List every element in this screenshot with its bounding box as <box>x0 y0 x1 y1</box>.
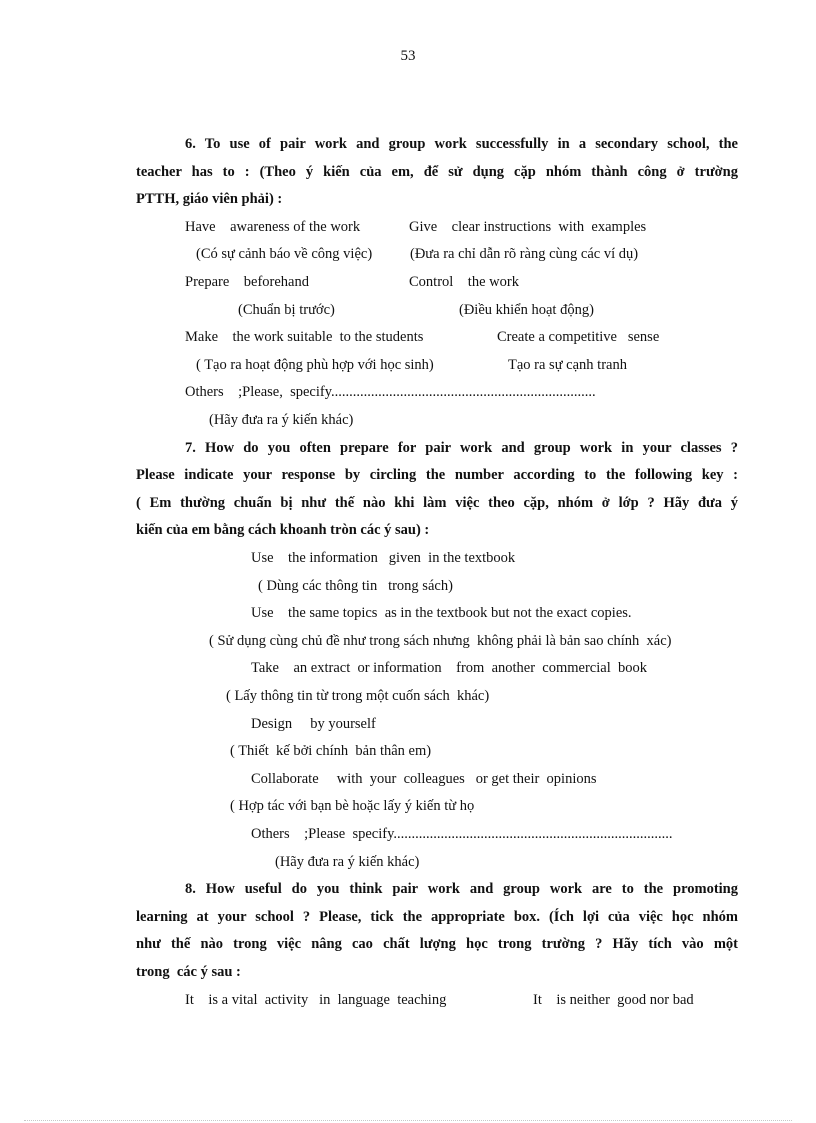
q6-option-others: Others ;Please, specify......................................................................... <box>185 384 596 400</box>
q7-option-others: Others ;Please specify............................................................................. <box>251 826 673 842</box>
q6-option-control-vi: (Điều khiển hoạt động) <box>459 302 594 318</box>
q7-heading-line2: Please indicate your response by circling the number according to the following key : <box>136 467 738 483</box>
q7-option-same-topics: Use the same topics as in the textbook but not the exact copies. <box>251 605 632 621</box>
q8-option-vital: It is a vital activity in language teaching <box>185 992 447 1008</box>
q6-option-suitable: Make the work suitable to the students <box>185 329 424 345</box>
q8-heading-line4: trong các ý sau : <box>136 964 241 980</box>
q6-option-prepare: Prepare beforehand <box>185 274 309 290</box>
q6-option-others-vi: (Hãy đưa ra ý kiến khác) <box>209 412 354 428</box>
q6-option-instructions: Give clear instructions with examples <box>409 219 647 235</box>
q6-option-instructions-vi: (Đưa ra chỉ dẫn rõ ràng cùng các ví dụ) <box>410 246 639 262</box>
q8-heading-line2: learning at your school ? Please, tick the appropriate box. (Ích lợi của việc học nhóm <box>136 909 738 925</box>
q7-option-textbook-info-vi: ( Dùng các thông tin trong sách) <box>258 578 453 594</box>
q6-option-competitive: Create a competitive sense <box>497 329 660 345</box>
q7-option-same-topics-vi: ( Sử dụng cùng chủ đề như trong sách nhưng không phải là bản sao chính xác) <box>209 633 672 649</box>
q7-option-collaborate-vi: ( Hợp tác với bạn bè hoặc lấy ý kiến từ họ <box>230 798 475 814</box>
q7-option-extract-vi: ( Lấy thông tin từ trong một cuốn sách khác) <box>226 688 490 704</box>
q8-heading-line3: như thế nào trong việc nâng cao chất lượng học trong trường ? Hãy tích vào một <box>136 936 738 952</box>
q6-heading-line1: 6. To use of pair work and group work successfully in a secondary school, the <box>185 136 738 152</box>
q6-option-control: Control the work <box>409 274 519 290</box>
q6-option-prepare-vi: (Chuẩn bị trước) <box>238 302 335 318</box>
q7-option-others-vi: (Hãy đưa ra ý kiến khác) <box>275 854 420 870</box>
q7-heading-line3: ( Em thường chuẩn bị như thế nào khi làm việc theo cặp, nhóm ở lớp ? Hãy đưa ý <box>136 495 738 511</box>
q7-heading-line1: 7. How do you often prepare for pair work and group work in your classes ? <box>185 440 738 456</box>
q8-heading-line1: 8. How useful do you think pair work and group work are to the promoting <box>185 881 738 897</box>
q7-option-collaborate: Collaborate with your colleagues or get their opinions <box>251 771 597 787</box>
footer-divider <box>24 1120 792 1121</box>
q7-option-design: Design by yourself <box>251 716 376 732</box>
q7-heading-line4: kiến của em bằng cách khoanh tròn các ý sau) : <box>136 522 430 538</box>
q7-option-textbook-info: Use the information given in the textbook <box>251 550 516 566</box>
q7-option-design-vi: ( Thiết kế bởi chính bản thân em) <box>230 743 432 759</box>
q6-option-awareness: Have awareness of the work <box>185 219 361 235</box>
page-number: 53 <box>400 48 416 64</box>
q6-heading-line2: teacher has to : (Theo ý kiến của em, để sử dụng cặp nhóm thành công ở trường <box>136 164 738 180</box>
q6-option-competitive-vi: Tạo ra sự cạnh tranh <box>508 357 627 373</box>
q6-heading-line3: PTTH, giáo viên phải) : <box>136 191 283 207</box>
q7-option-extract: Take an extract or information from another commercial book <box>251 660 647 676</box>
q8-option-neither: It is neither good nor bad <box>533 992 694 1008</box>
q6-option-suitable-vi: ( Tạo ra hoạt động phù hợp với học sinh) <box>196 357 434 373</box>
q6-option-awareness-vi: (Có sự cảnh báo về công việc) <box>196 246 373 262</box>
